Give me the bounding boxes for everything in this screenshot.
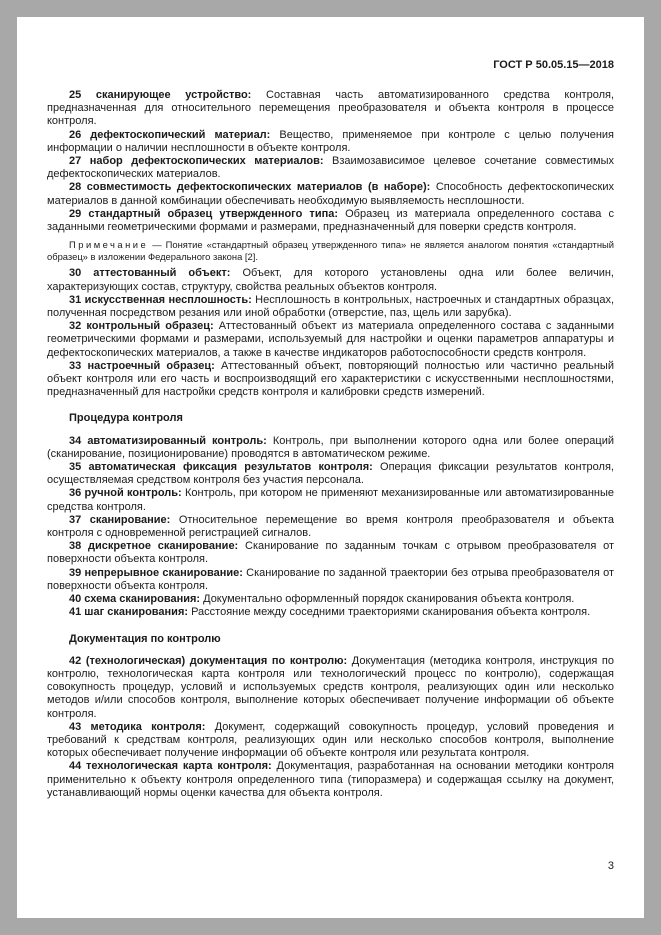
page-number: 3 xyxy=(607,860,614,872)
definition-entry: 30 аттестованный объект: Объект, для которого установлены одна или более величин, характеризующих состав, структуру, свойства реальных объектов контроля. xyxy=(47,267,614,293)
term: 36 ручной контроль: xyxy=(69,487,182,500)
document-page xyxy=(17,17,644,918)
note-label: Примечание xyxy=(69,239,149,251)
definition-entry: 36 ручной контроль: Контроль, при котором не применяют механизированные или автоматизированные средства контроля. xyxy=(47,487,614,513)
definition-entry: 42 (технологическая) документация по контролю: Документация (методика контроля, инструкция по контролю, технологическая карта контроля или технологический процесс по контролю), содержащая совокупность процедур, условий и используемых средств контроля, реализующих один или несколько методов и/или способов контроля, выполнение которых обеспечивает получение информации об объекте контроля. xyxy=(47,654,614,720)
definition-entry: 29 стандартный образец утвержденного типа: Образец из материала определенного состава с заданными геометрическими формами и размерами, предназначенный для поверки средств контроля. xyxy=(47,207,614,234)
definition-entry: 28 совместимость дефектоскопических материалов (в наборе): Способность дефектоскопических материалов в данной комбинации обеспечивать необходимую выявляемость несплошности. xyxy=(47,181,614,207)
term: 42 (технологическая) документация по контролю: xyxy=(69,654,348,667)
definition-entry: 31 искусственная несплошность: Несплошность в контрольных, настроечных и стандартных образцах, полученная посредством резания или иной обработки (отверстие, паз, щель или зарубка). xyxy=(47,293,614,320)
term: 32 контрольный образец: xyxy=(69,320,214,333)
term: 34 автоматизированный контроль: xyxy=(69,434,267,447)
term: 38 дискретное сканирование: xyxy=(69,540,239,553)
section-heading: Документация по контролю xyxy=(69,632,221,645)
term: 37 сканирование: xyxy=(69,513,171,526)
term: 40 схема сканирования: xyxy=(69,593,201,606)
section-heading: Процедура контроля xyxy=(69,412,183,425)
term: 35 автоматическая фиксация результатов контроля: xyxy=(69,461,373,474)
definition-entry: 34 автоматизированный контроль: Контроль, при выполнении которого одна или более операций (сканирование, позиционирование) проводятся в автоматическом режиме. xyxy=(47,434,614,460)
term: 39 непрерывное сканирование: xyxy=(69,566,243,579)
definition-entry: 41 шаг сканирования: Расстояние между соседними траекториями сканирования объекта контроля. xyxy=(69,606,591,619)
document-code-header: ГОСТ Р 50.05.15—2018 xyxy=(493,59,614,71)
term: 29 стандартный образец утвержденного типа: xyxy=(69,207,339,220)
document-body xyxy=(47,89,614,800)
definition-entry: 38 дискретное сканирование: Сканирование по заданным точкам с отрывом преобразователя от поверхности объекта контроля. xyxy=(47,540,614,566)
term: 30 аттестованный объект: xyxy=(69,267,231,280)
term: 41 шаг сканирования: xyxy=(69,606,189,619)
term: 25 сканирующее устройство: xyxy=(69,89,252,101)
definition-entry: 27 набор дефектоскопических материалов: Взаимозависимое целевое сочетание совместимых дефектоскопических материалов. xyxy=(47,155,614,181)
term: 43 методика контроля: xyxy=(69,720,206,733)
definition-entry: 39 непрерывное сканирование: Сканирование по заданной траектории без отрыва преобразователя от поверхности объекта контроля. xyxy=(47,566,614,592)
term: 28 совместимость дефектоскопических материалов (в наборе): xyxy=(69,181,431,194)
definition-entry: 33 настроечный образец: Аттестованный объект, повторяющий полностью или частично реальный объект контроля или его часть и воспроизводящий его характеристики с искусственными несплошностями, предназначенный для настройки средств контроля и калибровки средств измерений. xyxy=(47,359,614,399)
term: 44 технологическая карта контроля: xyxy=(69,760,272,773)
term: 33 настроечный образец: xyxy=(69,359,215,372)
definition-entry: 26 дефектоскопический материал: Вещество, применяемое при контроле с целью получения информации о наличии несплошности в объекте контроля. xyxy=(47,128,614,154)
definition-entry: 37 сканирование: Относительное перемещение во время контроля преобразователя и объекта контроля с одновременной регистрацией сигналов. xyxy=(47,513,614,540)
term: 31 искусственная несплошность: xyxy=(69,293,252,306)
definition-entry: 44 технологическая карта контроля: Документация, разработанная на основании методики контроля применительно к объекту контроля определенного типа (типоразмера) и содержащая ссылку на документ, устанавливающий нормы оценки качества для объекта контроля. xyxy=(47,760,614,799)
definition-entry: 40 схема сканирования: Документально оформленный порядок сканирования объекта контроля. xyxy=(69,593,575,606)
term: 27 набор дефектоскопических материалов: xyxy=(69,155,324,168)
term: 26 дефектоскопический материал: xyxy=(69,128,271,141)
definition-entry: 35 автоматическая фиксация результатов контроля: Операция фиксации результатов контроля, осуществляемая средством контроля без участия персонала. xyxy=(47,461,614,487)
definition-entry: 43 методика контроля: Документ, содержащий совокупность процедур, условий проведения и требований к средствам контроля, реализующих один или несколько способов контроля, выполнение которых обеспечивает получение информации об объекте контроля или результата контроля. xyxy=(47,720,614,760)
definition-entry: 25 сканирующее устройство: Составная часть автоматизированного средства контроля, предназначенная для относительного перемещения преобразователя и объекта контроля в процессе контроля. xyxy=(47,89,615,128)
note-paragraph: Примечание — Понятие «стандартный образец утвержденного типа» не является аналогом понятия «стандартный образец» в изложении Федерального закона [2]. xyxy=(47,239,614,262)
definition-entry: 32 контрольный образец: Аттестованный объект из материала определенного состава с заданными геометрическими формами и размерами, используемый для настройки и оценки параметров аппаратуры и дефектоскопических материалов, а также в качестве индикаторов работоспособности средств контроля. xyxy=(47,320,615,359)
